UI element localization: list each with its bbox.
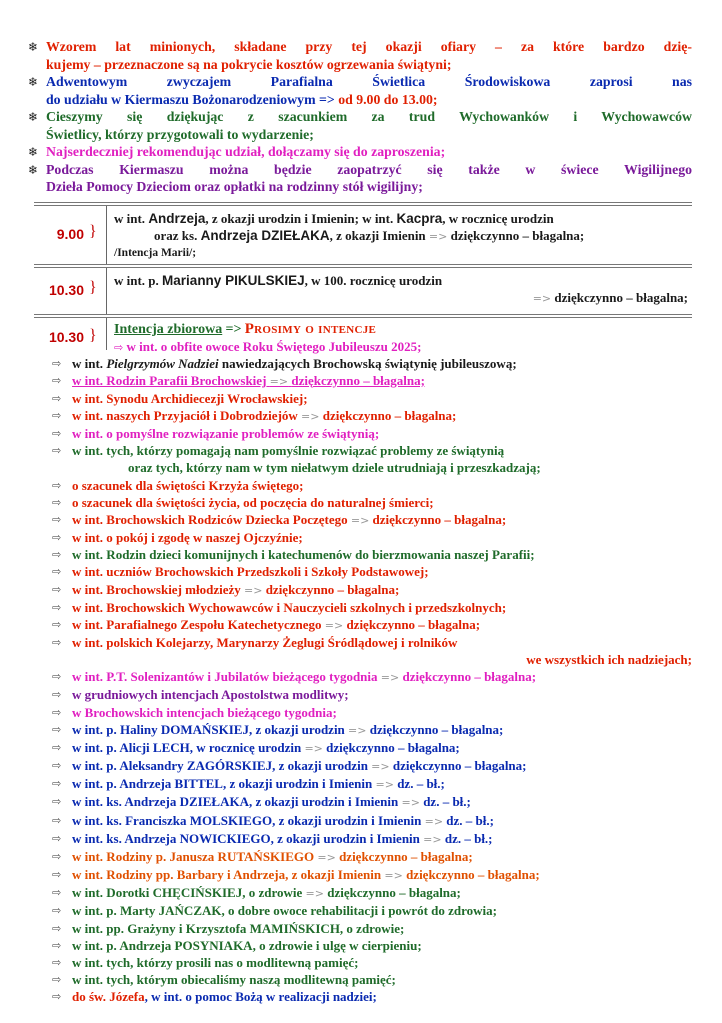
arrow-icon: => <box>401 796 420 810</box>
collective-title: Intencja zbiorowa <box>114 321 223 337</box>
announcement-line: Dzieła Pomocy Dzieciom oraz opłatki na rodzinny stół wigilijny; <box>46 179 423 194</box>
arrow-icon: ⇨ <box>52 495 62 509</box>
snowflake-icon: ❄ <box>28 145 39 159</box>
list-item <box>52 971 692 988</box>
collective-cta: Prosimy o intencje <box>244 320 377 337</box>
list-item <box>52 902 692 919</box>
mass-line <box>114 272 688 289</box>
mass-line <box>114 338 688 356</box>
list-item <box>52 954 692 971</box>
arrow-icon: ⇨ <box>52 972 62 986</box>
arrow-icon: => <box>423 832 442 846</box>
arrow-icon: ⇨ <box>52 356 62 370</box>
text: w int. ks. Andrzeja DZIEŁAKA, z okazji urodzin i Imienin <box>72 794 399 810</box>
text: , w int. o pomoc Bożą w realizacji nadziei; <box>144 989 377 1005</box>
announcement-thanks-cont <box>46 126 692 144</box>
mass-time: 9.00 <box>56 225 84 242</box>
list-item <box>52 884 692 902</box>
text: w int. uczniów Brochowskich Przedszkoli i Szkoły Podstawowej; <box>72 564 429 580</box>
text: w int. Dorotki CHĘCIŃSKIEJ, o zdrowie <box>72 885 303 901</box>
announcement-thanks <box>28 108 692 126</box>
text: , w rocznicę urodzin <box>442 210 554 226</box>
announcement-fair-cont <box>46 91 692 109</box>
mass-line <box>114 210 688 227</box>
list-item <box>52 866 692 884</box>
announcement-candles <box>28 161 692 179</box>
list-item <box>52 599 692 616</box>
mass-entry-900 <box>34 206 692 264</box>
divider <box>106 268 107 314</box>
text: do św. Józefa <box>72 989 145 1005</box>
text: w int. Parafialnego Zespołu Katechetycznego <box>72 616 322 632</box>
text: w int. Rodziny pp. Barbary i Andrzeja, z okazji Imienin <box>72 867 382 883</box>
text: w int. ks. Franciszka MOLSKIEGO, z okazji urodzin i Imienin <box>72 812 422 828</box>
text: o szacunek dla świętości Krzyża świętego; <box>72 477 304 493</box>
arrow-icon: => <box>371 760 390 774</box>
arrow-icon: ⇨ <box>52 795 62 809</box>
arrow-icon: ⇨ <box>52 990 62 1004</box>
list-item <box>52 920 692 937</box>
list-item <box>52 721 692 739</box>
announcement-line: Cieszymy się dziękując z szacunkiem za trud Wychowanków i Wychowawców <box>46 109 692 124</box>
arrow-icon: ⇨ <box>52 636 62 649</box>
text: w int. Brochowskich Rodziców Dziecka Poczętego <box>72 511 348 527</box>
text: w int. Rodzin Parafii Brochowskiej <box>72 372 267 388</box>
fair-hours: od 9.00 do 13.00; <box>338 91 438 107</box>
name: Marianny PIKULSKIEJ <box>162 272 305 288</box>
list-item <box>52 494 692 511</box>
text: dziękczynno – błagalna; <box>406 867 540 883</box>
announcement-line: Adwentowym zwyczajem Parafialna Świetlica Środowiskowa zaprosi nas <box>46 74 692 89</box>
announcement-invite <box>28 143 692 161</box>
mass-time: 10.30 <box>48 328 84 345</box>
text: dziękczynno – błagalna; <box>291 372 425 388</box>
arrow-icon: ⇨ <box>52 408 62 422</box>
text: w int. p. Marty JAŃCZAK, o dobre owoce rehabilitacji i powrót do zdrowia; <box>72 903 498 919</box>
arrow-icon: => <box>324 618 344 632</box>
arrow-icon: => <box>348 723 367 737</box>
text: dziękczynno – błagalna; <box>450 227 585 243</box>
arrow-icon: ⇨ <box>52 670 62 684</box>
list-item <box>52 739 692 757</box>
intentions-list <box>0 355 722 1006</box>
arrow-icon: ⇨ <box>52 600 62 614</box>
text: w int. pp. Grażyny i Krzysztofa MAMIŃSKICH, o zdrowie; <box>72 920 405 936</box>
text: w int. ks. Andrzeja NOWICKIEGO, z okazji urodzin i Imienin <box>72 830 420 846</box>
mass-note: /Intencja Marii/; <box>114 246 197 259</box>
list-item <box>52 355 692 372</box>
arrow-icon: => <box>269 374 289 388</box>
text: w int. P.T. Solenizantów i Jubilatów bieżącego tygodnia <box>72 669 378 685</box>
arrow-icon: => <box>384 869 403 883</box>
brace-icon: } <box>89 278 97 296</box>
text: dziękczynno – błagalna; <box>322 407 457 423</box>
text: w int. p. Alicji LECH, w rocznicę urodzin <box>72 739 302 755</box>
arrow-icon: => <box>305 887 324 901</box>
arrow-icon: ⇨ <box>52 688 62 702</box>
text: , w 100. rocznicę urodzin <box>304 272 443 288</box>
text: dziękczynno – błagalna; <box>339 848 473 864</box>
text: dz. – bł.; <box>397 776 445 792</box>
announcement-offerings <box>28 38 692 56</box>
arrow-icon: ⇨ <box>52 391 62 405</box>
arrow-icon: ⇨ <box>52 444 62 458</box>
text: dz. – bł.; <box>444 830 493 846</box>
text: w int. Brochowskich Wychowawców i Nauczycieli szkolnych i przedszkolnych; <box>72 599 507 615</box>
list-item <box>52 425 692 442</box>
text: oraz tych, którzy nam w tym niełatwym dziele utrudniają i przeszkadzają; <box>128 460 541 476</box>
text: w grudniowych intencjach Apostolstwa modlitwy; <box>72 687 349 703</box>
arrow-icon: ⇨ <box>52 921 62 935</box>
arrow-icon: ⇨ <box>52 565 62 579</box>
list-item <box>52 529 692 546</box>
text: w int. tych, którzy pomagają nam pomyślnie rozwiązać problemy ze świątynią <box>72 443 505 459</box>
arrow-icon: ⇨ <box>52 373 62 387</box>
list-item <box>52 616 692 634</box>
list-item <box>52 704 692 721</box>
name: Andrzeja DZIEŁAKA <box>200 227 330 243</box>
snowflake-icon: ❄ <box>28 75 39 89</box>
list-item <box>52 793 692 811</box>
arrow-icon: => <box>424 814 444 828</box>
announcement-line: Najserdeczniej rekomendując udział, dołączamy się do zaproszenia; <box>46 144 446 159</box>
arrow-icon: ⇨ <box>52 531 62 545</box>
arrow-icon: ⇨ <box>52 705 62 719</box>
text: w int. p. Andrzeja POSYNIAKA, o zdrowie i ulgę w cierpieniu; <box>72 937 422 953</box>
text: dziękczynno – błagalna; <box>346 616 481 632</box>
text: o szacunek dla świętości życia, od poczęcia do naturalnej śmierci; <box>72 494 434 510</box>
text: , z okazji urodzin i Imienin; w int. <box>205 210 394 226</box>
announcement-line: Podczas Kiermaszu można będzie zaopatrzyć się także w świece Wigilijnego <box>46 161 692 177</box>
text: dziękczynno – błagalna; <box>402 669 537 685</box>
text: w int. tych, którym obiecaliśmy naszą modlitewną pamięć; <box>72 971 396 987</box>
list-item <box>52 937 692 954</box>
text: oraz ks. <box>154 227 198 243</box>
name: Kacpra <box>396 210 443 226</box>
text: w int. o pokój i zgodę w naszej Ojczyźnie; <box>72 530 303 546</box>
arrow-icon: ⇨ <box>52 759 62 773</box>
arrow-icon: ⇨ <box>52 617 62 631</box>
text: , z okazji Imienin <box>329 227 426 243</box>
list-item-cont <box>72 459 722 476</box>
text: nawiedzających Brochowską świątynię jubileuszową; <box>221 355 517 371</box>
arrow-icon: => <box>244 583 263 597</box>
arrow-icon: ⇨ <box>52 722 62 736</box>
text: w int. p. <box>114 272 159 288</box>
text: dz. – bł.; <box>423 794 471 810</box>
arrow-icon: => <box>380 671 400 685</box>
list-item <box>52 668 692 686</box>
name: Andrzeja <box>148 210 206 226</box>
text: w int. naszych Przyjaciół i Dobrodziejów <box>72 407 298 423</box>
arrow-icon: => <box>301 409 320 423</box>
list-item <box>52 407 692 425</box>
divider <box>106 206 107 264</box>
arrow-icon: ⇨ <box>52 478 62 492</box>
mass-entry-collective <box>34 318 692 352</box>
text: w int. p. Aleksandry ZAGÓRSKIEJ, z okazji urodzin <box>72 758 368 774</box>
text: dziękczynno – błagalna; <box>327 885 461 901</box>
arrow-icon: ⇨ <box>52 938 62 952</box>
arrow-icon: ⇨ <box>114 340 124 354</box>
mass-line <box>114 289 688 307</box>
mass-line <box>114 227 688 245</box>
text: dziękczynno – błagalna; <box>326 739 460 755</box>
list-item <box>52 757 692 775</box>
brace-icon: } <box>89 222 97 240</box>
text: w int. Rodziny p. Janusza RUTAŃSKIEGO <box>72 848 315 864</box>
arrow-icon: ⇨ <box>52 582 62 596</box>
mass-line <box>114 320 688 338</box>
list-item <box>52 477 692 494</box>
list-item <box>52 390 692 407</box>
announcement-line: Wzorem lat minionych, składane przy tej okazji ofiary – za które bardzo dzię- <box>46 39 692 54</box>
text: dziękczynno – błagalna; <box>265 581 400 597</box>
arrow-icon: ⇨ <box>52 904 62 918</box>
arrow-icon: => <box>225 321 242 337</box>
arrow-icon: => <box>317 850 336 864</box>
arrow-icon: => <box>375 778 394 792</box>
arrow-icon: ⇨ <box>52 777 62 791</box>
brace-icon: } <box>89 326 97 344</box>
list-item <box>52 442 692 459</box>
text: we wszystkich ich nadziejach; <box>526 652 692 668</box>
arrow-icon: => <box>532 291 552 305</box>
list-item <box>52 511 692 529</box>
arrow-icon: => <box>304 741 323 755</box>
list-item <box>52 848 692 866</box>
mass-entry-1030 <box>34 268 692 314</box>
text: w Brochowskich intencjach bieżącego tygodnia; <box>72 704 337 720</box>
text: w int. <box>114 210 146 226</box>
snowflake-icon: ❄ <box>28 162 39 177</box>
arrow-icon: ⇨ <box>52 548 62 562</box>
text: dziękczynno – błagalna; <box>369 721 504 737</box>
list-item <box>52 634 692 651</box>
arrow-icon: => <box>350 513 370 527</box>
divider <box>106 318 107 350</box>
text: w int. p. Andrzeja BITTEL, z okazji urodzin i Imienin <box>72 776 373 792</box>
text: w int. o obfite owoce Roku Świętego Jubileuszu 2025; <box>126 338 422 354</box>
text: w int. o pomyślne rozwiązanie problemów ze świątynią; <box>72 426 380 442</box>
arrow-icon: ⇨ <box>52 813 62 827</box>
announcement-line: Świetlicy, którzy przygotowali to wydarzenie; <box>46 126 314 142</box>
snowflake-icon: ❄ <box>28 110 39 124</box>
announcement-offerings-cont <box>46 56 692 74</box>
arrow-icon: ⇨ <box>52 831 62 845</box>
mass-time: 10.30 <box>48 281 84 298</box>
text: w int. <box>72 355 104 371</box>
announcement-line: do udziału w Kiermaszu Bożonarodzeniowym => <box>46 91 335 107</box>
list-item <box>52 563 692 580</box>
arrow-icon: => <box>428 229 448 243</box>
list-item <box>52 830 692 848</box>
announcement-line: kujemy – przeznaczone są na pokrycie kosztów ogrzewania świątyni; <box>46 56 452 72</box>
text: dz. – bł.; <box>446 812 494 828</box>
text: w int. Synodu Archidiecezji Wrocławskiej; <box>72 390 308 406</box>
arrow-icon: ⇨ <box>52 427 62 441</box>
list-item <box>52 581 692 599</box>
list-item <box>52 686 692 703</box>
list-item-cont <box>72 651 692 668</box>
text: w int. tych, którzy prosili nas o modlitewną pamięć; <box>72 954 359 970</box>
snowflake-icon: ❄ <box>28 40 39 54</box>
arrow-icon: ⇨ <box>52 955 62 969</box>
list-item <box>52 988 692 1005</box>
text: w int. p. Haliny DOMAŃSKIEJ, z okazji urodzin <box>72 721 345 737</box>
mass-intention <box>114 318 692 359</box>
announcement-candles-cont <box>46 178 692 196</box>
announcement-fair <box>28 73 692 91</box>
arrow-icon: ⇨ <box>52 512 62 526</box>
text: w int. polskich Kolejarzy, Marynarzy Żeglugi Śródlądowej i rolników <box>72 635 458 650</box>
arrow-icon: ⇨ <box>52 868 62 882</box>
text: dziękczynno – błagalna; <box>392 758 527 774</box>
list-item <box>52 775 692 793</box>
text: dziękczynno – błagalna; <box>554 289 688 305</box>
list-item <box>52 812 692 830</box>
text: w int. Rodzin dzieci komunijnych i katechumenów do bierzmowania naszej Parafii; <box>72 547 535 563</box>
arrow-icon: ⇨ <box>52 886 62 900</box>
mass-intention <box>114 268 692 310</box>
arrow-icon: ⇨ <box>52 740 62 754</box>
arrow-icon: ⇨ <box>52 849 62 863</box>
mass-intention <box>114 206 692 265</box>
list-item <box>52 546 692 563</box>
text: Pielgrzymów Nadziei <box>106 355 219 371</box>
list-item <box>52 372 692 390</box>
text: dziękczynno – błagalna; <box>372 511 507 527</box>
text: w int. Brochowskiej młodzieży <box>72 581 241 597</box>
